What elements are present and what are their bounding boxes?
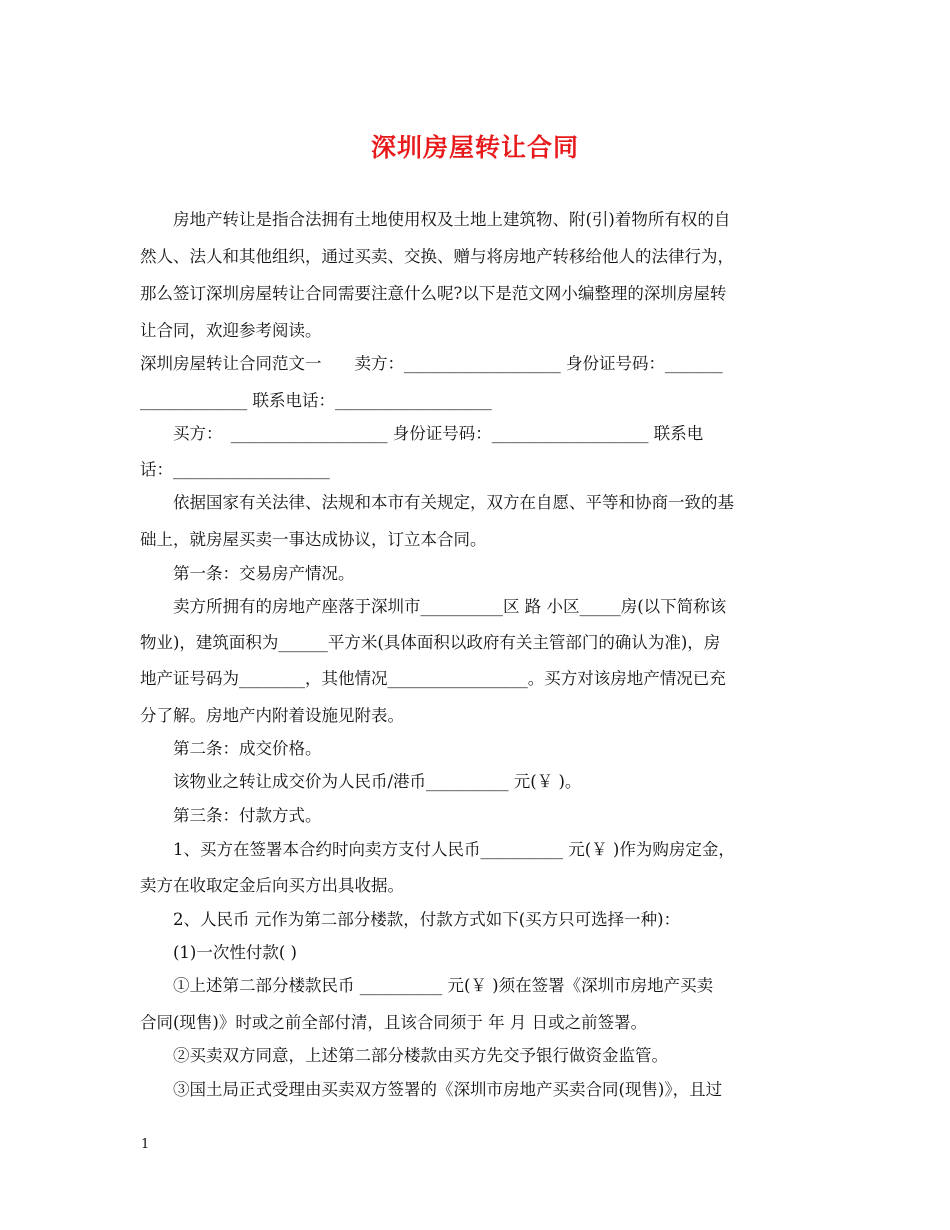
text-line: 第二条：成交价格。	[140, 739, 322, 758]
text-line: _____________ 联系电话：___________________	[140, 391, 492, 410]
text-line: 深圳房屋转让合同范文一 卖方：___________________ 身份证号码：_______	[140, 354, 723, 373]
text-line: ②买卖双方同意，上述第二部分楼款由买方先交予银行做资金监管。	[140, 1046, 668, 1065]
text-line: 第一条：交易房产情况。	[140, 564, 355, 583]
page-title: 深圳房屋转让合同	[370, 133, 579, 162]
text-line: 卖方在收取定金后向买方出具收据。	[140, 876, 404, 895]
text-line: 合同(现售)》时或之前全部付清，且该合同须于 年 月 日或之前签署。	[140, 1013, 648, 1032]
text-line: 让合同，欢迎参考阅读。	[140, 321, 322, 340]
text-line: 1、买方在签署本合约时向卖方支付人民币__________ 元(￥ )作为购房定金，	[140, 840, 735, 859]
text-line: 然人、法人和其他组织，通过买卖、交换、赠与将房地产转移给他人的法律行为，	[140, 247, 734, 266]
text-line: ③国土局正式受理由买卖双方签署的《深圳市房地产买卖合同(现售)》，且过	[140, 1080, 723, 1099]
text-line: 第三条：付款方式。	[140, 806, 322, 825]
text-line: 2、人民币 元作为第二部分楼款，付款方式如下(买方只可选择一种)：	[140, 910, 681, 929]
text-line: 卖方所拥有的房地产座落于深圳市__________区 路 小区_____房(以下简称该	[140, 597, 727, 616]
text-line: 话：___________________	[140, 460, 330, 479]
text-line: (1)一次性付款( )	[140, 943, 297, 962]
text-line: 依据国家有关法律、法规和本市有关规定，双方在自愿、平等和协商一致的基	[140, 493, 734, 512]
text-line: 房地产转让是指合法拥有土地使用权及土地上建筑物、附(引)着物所有权的自	[140, 210, 731, 229]
text-line: 地产证号码为________，其他情况_________________。买方对该房地产情况已充	[140, 669, 726, 688]
text-line: 买方： ___________________ 身份证号码：___________________ 联系电	[140, 424, 704, 443]
text-line: 该物业之转让成交价为人民币/港币__________ 元(￥ )。	[140, 772, 582, 791]
page-number: 1	[141, 1137, 150, 1152]
text-line: 分了解。房地产内附着设施见附表。	[140, 706, 404, 725]
text-line: 那么签订深圳房屋转让合同需要注意什么呢?以下是范文网小编整理的深圳房屋转	[140, 284, 727, 303]
text-line: ①上述第二部分楼款民币 __________ 元(￥ )须在签署《深圳市房地产买卖	[140, 976, 714, 995]
text-line: 物业)，建筑面积为______平方米(具体面积以政府有关主管部门的确认为准)，房	[140, 633, 721, 652]
text-line: 础上，就房屋买卖一事达成协议，订立本合同。	[140, 530, 487, 549]
